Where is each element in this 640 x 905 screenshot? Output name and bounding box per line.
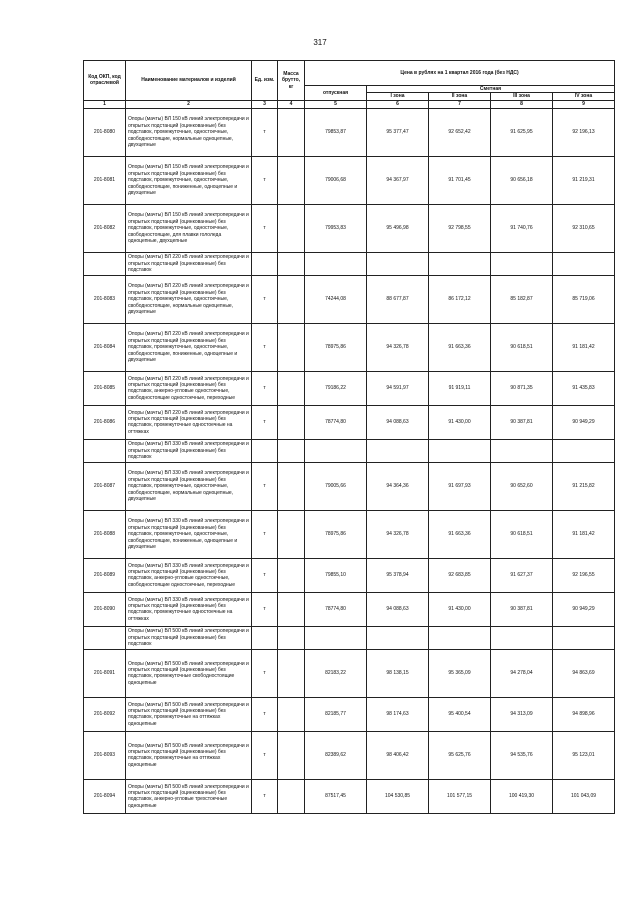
row-unit: т <box>252 731 278 779</box>
col-num: 1 <box>84 100 126 108</box>
row-mass <box>278 697 305 731</box>
row-mass <box>278 626 305 649</box>
table-row <box>84 156 615 204</box>
price-zone-1 <box>367 626 429 649</box>
column-number-row <box>84 100 615 108</box>
row-code: 201-8080 <box>84 108 126 156</box>
row-name: Опоры (мачты) ВЛ 330 кВ линий электропередачи и открытых подстанций (оцинкованные) без подставок <box>126 439 252 462</box>
price-otpusknaya: 74244,08 <box>305 275 367 323</box>
price-zone-2: 91 701,45 <box>429 156 491 204</box>
price-zone-1: 94 364,36 <box>367 462 429 510</box>
row-name: Опоры (мачты) ВЛ 220 кВ линий электропередачи и открытых подстанций (оцинкованные) без подставок, анкерно-угловые одностоечные, свободностоящие одностоечные, переходные <box>126 371 252 405</box>
price-zone-3: 91 625,95 <box>491 108 553 156</box>
price-zone-3: 85 182,87 <box>491 275 553 323</box>
row-mass <box>278 592 305 626</box>
price-zone-2: 92 798,55 <box>429 204 491 252</box>
price-zone-3: 90 618,51 <box>491 510 553 558</box>
price-zone-2: 86 172,12 <box>429 275 491 323</box>
price-zone-3 <box>491 252 553 275</box>
price-zone-2: 91 430,00 <box>429 405 491 439</box>
header-name: Наименование материалов и изделий <box>126 61 252 101</box>
price-otpusknaya: 78975,86 <box>305 510 367 558</box>
price-zone-2: 91 663,36 <box>429 323 491 371</box>
table-row <box>84 439 615 462</box>
price-zone-4: 91 219,31 <box>553 156 615 204</box>
price-zone-4: 101 043,09 <box>553 779 615 813</box>
header-smetnaya: Сметная <box>367 86 615 93</box>
table-row <box>84 592 615 626</box>
table-row <box>84 731 615 779</box>
row-mass <box>278 108 305 156</box>
price-zone-2: 92 683,85 <box>429 558 491 592</box>
row-mass <box>278 275 305 323</box>
table-row <box>84 108 615 156</box>
table-row <box>84 510 615 558</box>
price-zone-4: 91 181,42 <box>553 323 615 371</box>
header-price-group: Цена в рублях на 1 квартал 2016 года (без НДС) <box>305 61 615 86</box>
price-zone-1: 94 088,63 <box>367 592 429 626</box>
header-code: Код ОКП, код отраслевой <box>84 61 126 101</box>
price-zone-3: 90 387,81 <box>491 405 553 439</box>
price-zone-3: 94 278,04 <box>491 649 553 697</box>
price-otpusknaya: 79186,22 <box>305 371 367 405</box>
price-zone-1: 95 377,47 <box>367 108 429 156</box>
col-num: 4 <box>278 100 305 108</box>
row-unit: т <box>252 204 278 252</box>
price-zone-3: 90 656,18 <box>491 156 553 204</box>
price-zone-1: 95 378,94 <box>367 558 429 592</box>
row-code: 201-8084 <box>84 323 126 371</box>
row-code: 201-8092 <box>84 697 126 731</box>
row-name: Опоры (мачты) ВЛ 330 кВ линий электропередачи и открытых подстанций (оцинкованные) без подставок, промежуточные, одностоечные, свободностоящие, пониженные, одноцепные и двухцепные <box>126 510 252 558</box>
col-num: 7 <box>429 100 491 108</box>
table-row <box>84 275 615 323</box>
price-zone-4: 91 215,82 <box>553 462 615 510</box>
table-row <box>84 626 615 649</box>
price-zone-2: 91 919,11 <box>429 371 491 405</box>
row-mass <box>278 731 305 779</box>
table-row <box>84 405 615 439</box>
price-zone-3 <box>491 439 553 462</box>
row-unit <box>252 626 278 649</box>
row-mass <box>278 510 305 558</box>
price-zone-1: 94 326,78 <box>367 510 429 558</box>
row-name: Опоры (мачты) ВЛ 220 кВ линий электропередачи и открытых подстанций (оцинкованные) без подставок, промежуточные, одностоечные, свободностоящие, нормальные одноцепные, двухцепные <box>126 275 252 323</box>
price-zone-3: 94 535,76 <box>491 731 553 779</box>
header-zone-2: II зона <box>429 93 491 100</box>
row-unit: т <box>252 275 278 323</box>
row-code <box>84 439 126 462</box>
price-otpusknaya: 82183,22 <box>305 649 367 697</box>
table-row <box>84 323 615 371</box>
row-mass <box>278 204 305 252</box>
row-code: 201-8090 <box>84 592 126 626</box>
price-zone-2: 101 577,15 <box>429 779 491 813</box>
row-code: 201-8091 <box>84 649 126 697</box>
col-num: 5 <box>305 100 367 108</box>
row-name: Опоры (мачты) ВЛ 330 кВ линий электропередачи и открытых подстанций (оцинкованные) без подставок, промежуточные, одностоечные, свободностоящие, нормальные одноцепные, двухцепные <box>126 462 252 510</box>
price-otpusknaya: 78975,86 <box>305 323 367 371</box>
price-zone-4: 91 435,83 <box>553 371 615 405</box>
row-unit <box>252 252 278 275</box>
table-row <box>84 462 615 510</box>
price-zone-2 <box>429 252 491 275</box>
row-mass <box>278 252 305 275</box>
page-number: 317 <box>313 38 327 47</box>
table-row <box>84 558 615 592</box>
price-zone-2: 92 652,42 <box>429 108 491 156</box>
row-unit: т <box>252 371 278 405</box>
price-zone-3: 91 627,37 <box>491 558 553 592</box>
price-otpusknaya <box>305 626 367 649</box>
price-otpusknaya: 87517,45 <box>305 779 367 813</box>
price-otpusknaya: 79853,87 <box>305 108 367 156</box>
price-zone-1: 94 367,97 <box>367 156 429 204</box>
row-name: Опоры (мачты) ВЛ 220 кВ линий электропередачи и открытых подстанций (оцинкованные) без подставок, промежуточные одностоечные на оттяжках <box>126 405 252 439</box>
price-zone-4: 85 719,06 <box>553 275 615 323</box>
row-code: 201-8088 <box>84 510 126 558</box>
row-name: Опоры (мачты) ВЛ 500 кВ линий электропередачи и открытых подстанций (оцинкованные) без подставок, промежуточные свободностоящие одноцепные <box>126 649 252 697</box>
row-unit: т <box>252 108 278 156</box>
price-zone-4: 92 310,65 <box>553 204 615 252</box>
row-code <box>84 626 126 649</box>
price-zone-2: 91 697,93 <box>429 462 491 510</box>
price-otpusknaya: 82389,62 <box>305 731 367 779</box>
table-row <box>84 779 615 813</box>
price-zone-2: 95 400,54 <box>429 697 491 731</box>
row-code: 201-8082 <box>84 204 126 252</box>
price-zone-4 <box>553 626 615 649</box>
row-name: Опоры (мачты) ВЛ 500 кВ линий электропередачи и открытых подстанций (оцинкованные) без подставок, промежуточные на оттяжках одноцепные <box>126 697 252 731</box>
table-row <box>84 252 615 275</box>
row-mass <box>278 323 305 371</box>
price-zone-2: 91 663,36 <box>429 510 491 558</box>
header-zone-1: I зона <box>367 93 429 100</box>
price-zone-1: 98 174,63 <box>367 697 429 731</box>
row-unit: т <box>252 779 278 813</box>
row-mass <box>278 371 305 405</box>
table-row <box>84 204 615 252</box>
row-mass <box>278 156 305 204</box>
col-num: 3 <box>252 100 278 108</box>
price-otpusknaya: 79855,10 <box>305 558 367 592</box>
price-zone-3: 94 313,09 <box>491 697 553 731</box>
row-name: Опоры (мачты) ВЛ 220 кВ линий электропередачи и открытых подстанций (оцинкованные) без подставок <box>126 252 252 275</box>
price-otpusknaya <box>305 252 367 275</box>
row-code: 201-8087 <box>84 462 126 510</box>
table-row <box>84 649 615 697</box>
price-otpusknaya: 78774,80 <box>305 592 367 626</box>
price-zone-3: 90 387,81 <box>491 592 553 626</box>
price-zone-1: 95 496,98 <box>367 204 429 252</box>
price-zone-3 <box>491 626 553 649</box>
price-otpusknaya: 79953,83 <box>305 204 367 252</box>
row-unit: т <box>252 697 278 731</box>
row-mass <box>278 558 305 592</box>
price-zone-3: 90 871,35 <box>491 371 553 405</box>
row-unit: т <box>252 510 278 558</box>
price-otpusknaya: 82185,77 <box>305 697 367 731</box>
price-otpusknaya: 79005,66 <box>305 462 367 510</box>
price-zone-4: 91 181,42 <box>553 510 615 558</box>
price-zone-1 <box>367 439 429 462</box>
price-zone-2: 95 625,76 <box>429 731 491 779</box>
price-zone-1: 98 138,15 <box>367 649 429 697</box>
row-name: Опоры (мачты) ВЛ 150 кВ линий электропередачи и открытых подстанций (оцинкованные) без подставок, промежуточные, одностоечные, свободностоящие, пониженные, одноцепные и двухцепные <box>126 156 252 204</box>
price-zone-2 <box>429 439 491 462</box>
row-unit: т <box>252 462 278 510</box>
row-unit: т <box>252 405 278 439</box>
row-unit <box>252 439 278 462</box>
row-mass <box>278 462 305 510</box>
price-zone-1: 94 088,63 <box>367 405 429 439</box>
price-zone-3: 90 652,60 <box>491 462 553 510</box>
price-zone-3: 100 419,30 <box>491 779 553 813</box>
row-mass <box>278 405 305 439</box>
row-code: 201-8081 <box>84 156 126 204</box>
price-otpusknaya <box>305 439 367 462</box>
row-code: 201-8083 <box>84 275 126 323</box>
col-num: 6 <box>367 100 429 108</box>
col-num: 9 <box>553 100 615 108</box>
price-otpusknaya: 78774,80 <box>305 405 367 439</box>
price-zone-4 <box>553 252 615 275</box>
row-unit: т <box>252 592 278 626</box>
price-zone-4: 90 949,29 <box>553 592 615 626</box>
row-unit: т <box>252 156 278 204</box>
price-zone-1 <box>367 252 429 275</box>
price-zone-1: 94 591,97 <box>367 371 429 405</box>
row-name: Опоры (мачты) ВЛ 150 кВ линий электропередачи и открытых подстанций (оцинкованные) без подставок, промежуточные, одностоечные, свободностоящие, для плавки гололеда одноцепные, двухцепные <box>126 204 252 252</box>
row-name: Опоры (мачты) ВЛ 220 кВ линий электропередачи и открытых подстанций (оцинкованные) без подставок, промежуточные, одностоечные, свободностоящие, пониженные, одноцепные и двухцепные <box>126 323 252 371</box>
row-name: Опоры (мачты) ВЛ 330 кВ линий электропередачи и открытых подстанций (оцинкованные) без подставок, промежуточные одностоечные на оттяжках <box>126 592 252 626</box>
price-zone-2: 91 430,00 <box>429 592 491 626</box>
col-num: 8 <box>491 100 553 108</box>
header-zone-4: IV зона <box>553 93 615 100</box>
price-zone-4: 92 196,55 <box>553 558 615 592</box>
price-zone-4: 92 196,13 <box>553 108 615 156</box>
price-zone-4 <box>553 439 615 462</box>
table-row <box>84 697 615 731</box>
row-name: Опоры (мачты) ВЛ 150 кВ линий электропередачи и открытых подстанций (оцинкованные) без подставок, промежуточные, одностоечные, свободностоящие, нормальные одноцепные, двухцепные <box>126 108 252 156</box>
price-table <box>83 60 615 814</box>
row-mass <box>278 779 305 813</box>
price-zone-1: 88 677,87 <box>367 275 429 323</box>
row-unit: т <box>252 649 278 697</box>
price-zone-3: 90 618,51 <box>491 323 553 371</box>
price-zone-4: 94 863,69 <box>553 649 615 697</box>
price-zone-2: 95 365,09 <box>429 649 491 697</box>
row-name: Опоры (мачты) ВЛ 330 кВ линий электропередачи и открытых подстанций (оцинкованные) без подставок, анкерно-угловые одностоечные, свободностоящие одностоечные, переходные <box>126 558 252 592</box>
table-row <box>84 371 615 405</box>
row-unit: т <box>252 558 278 592</box>
row-code: 201-8085 <box>84 371 126 405</box>
header-zone-3: III зона <box>491 93 553 100</box>
price-zone-4: 95 123,01 <box>553 731 615 779</box>
row-code <box>84 252 126 275</box>
price-zone-1: 98 406,42 <box>367 731 429 779</box>
row-code: 201-8089 <box>84 558 126 592</box>
col-num: 2 <box>126 100 252 108</box>
row-name: Опоры (мачты) ВЛ 500 кВ линий электропередачи и открытых подстанций (оцинкованные) без подставок <box>126 626 252 649</box>
price-zone-1: 94 326,78 <box>367 323 429 371</box>
price-zone-3: 91 740,76 <box>491 204 553 252</box>
header-otpusknaya: отпускная <box>305 86 367 101</box>
row-code: 201-8093 <box>84 731 126 779</box>
price-otpusknaya: 79006,68 <box>305 156 367 204</box>
header-unit: Ед. изм. <box>252 61 278 101</box>
price-zone-1: 104 530,85 <box>367 779 429 813</box>
row-name: Опоры (мачты) ВЛ 500 кВ линий электропередачи и открытых подстанций (оцинкованные) без подставок, промежуточные на оттяжках одноцепные <box>126 731 252 779</box>
row-unit: т <box>252 323 278 371</box>
price-zone-2 <box>429 626 491 649</box>
price-zone-4: 94 898,96 <box>553 697 615 731</box>
row-mass <box>278 649 305 697</box>
price-zone-4: 90 949,29 <box>553 405 615 439</box>
row-code: 201-8086 <box>84 405 126 439</box>
row-name: Опоры (мачты) ВЛ 500 кВ линий электропередачи и открытых подстанций (оцинкованные) без подставок, анкерно-угловые трехстоечные одноцепные <box>126 779 252 813</box>
header-mass: Масса брутто, кг <box>278 61 305 101</box>
row-code: 201-8094 <box>84 779 126 813</box>
row-mass <box>278 439 305 462</box>
